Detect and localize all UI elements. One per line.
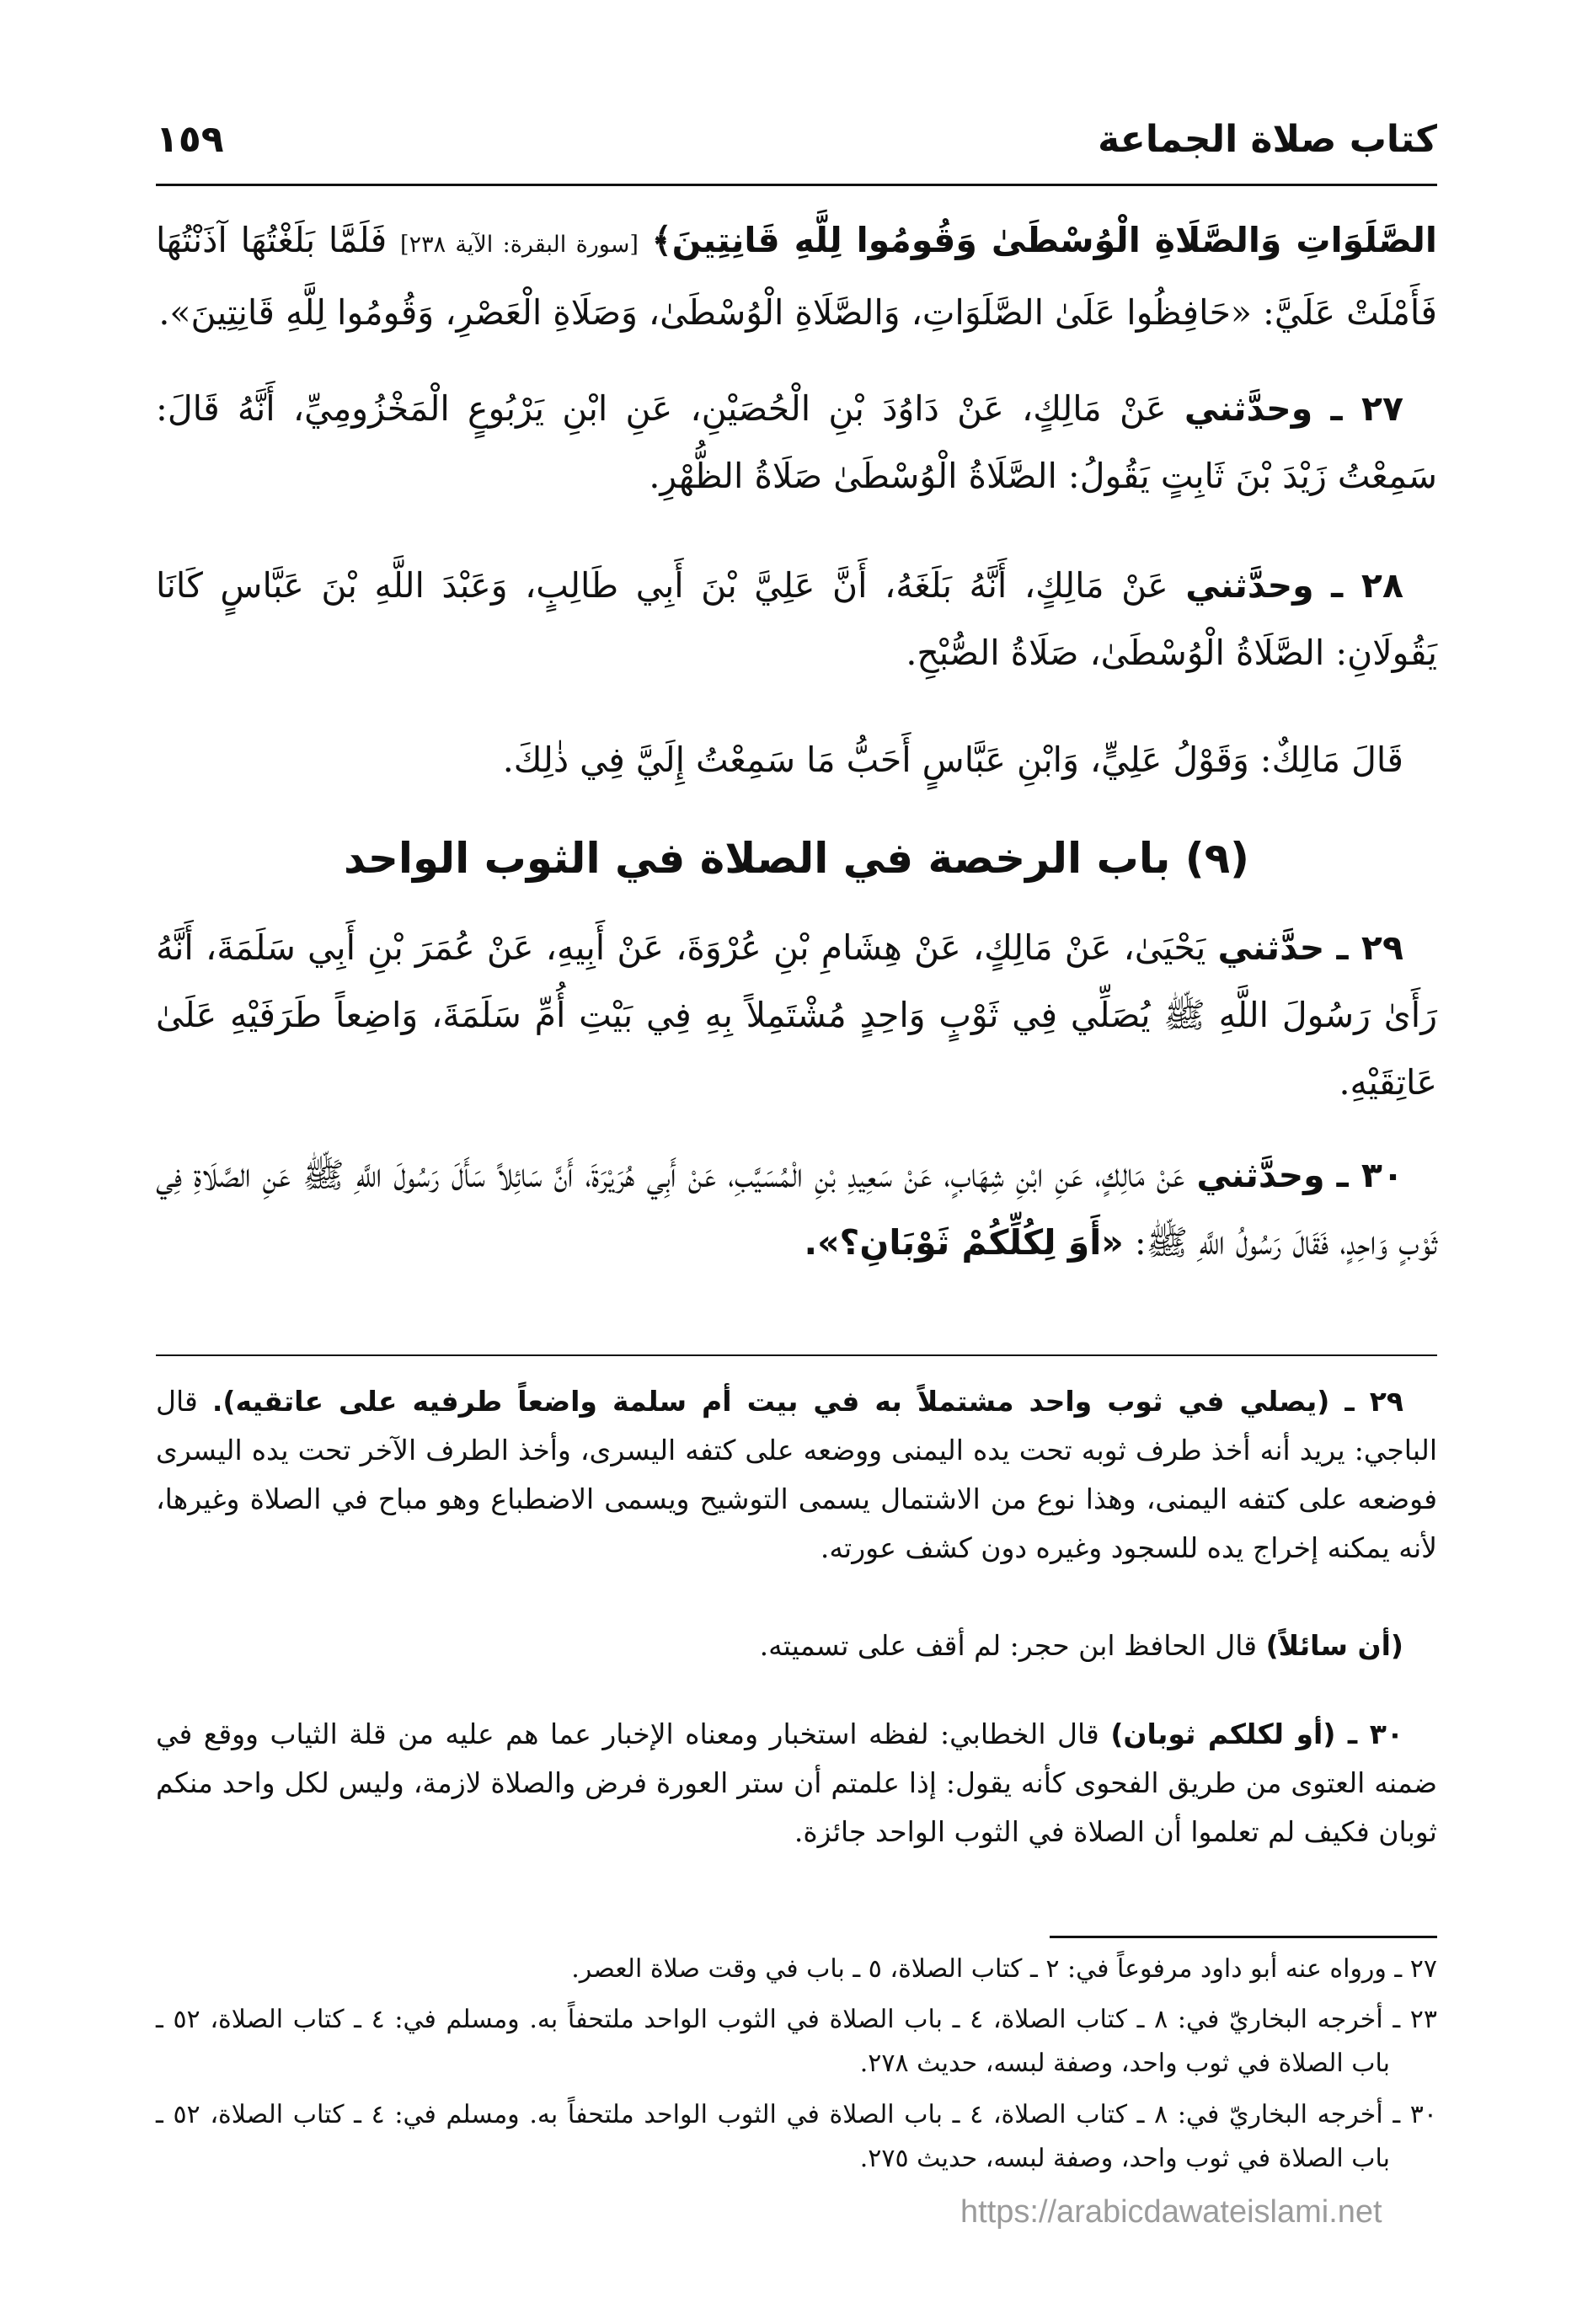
hadith-text: عَنْ مَالِكٍ، عَنِ ابْنِ شِهَابٍ، عَنْ سَعِيدِ بْنِ الْمُسَيَّبِ، عَنْ أَبِي هُرَيْرَةَ، أَنَّ سَائِلاً سَأَلَ رَسُولَ اللَّهِ ﷺ عَنِ الصَّلَاةِ فِي ثَوْبٍ وَاحِدٍ، فَقَالَ رَسُولُ اللَّهِ ﷺ: xyxy=(156,1155,1437,1263)
hadith-number: ٢٨ ـ xyxy=(1331,565,1403,606)
header-rule xyxy=(156,184,1437,186)
hadith-30 xyxy=(156,1141,1437,1276)
hadith-lead: حدَّثني xyxy=(1217,927,1325,968)
commentary-text: قال الحافظ ابن حجر: لم أقف على تسميته. xyxy=(759,1629,1258,1662)
commentary-text: قال الخطابي: لفظه استخبار ومعناه الإخبار عما هم عليه من قلة الثياب ووقع في ضمنه العتوى من طريق الفحوى كأنه يقول: إذا علمتم أن ستر العورة فرض والصلاة لازمة، وليس لكل واحد منكم ثوبان فكيف لم تعلموا أن الصلاة في الثوب الواحد جائزة. xyxy=(156,1718,1437,1848)
hadith-text: عَنْ مَالِكٍ، عَنْ دَاوُدَ بْنِ الْحُصَيْنِ، عَنِ ابْنِ يَرْبُوعٍ الْمَخْزُومِيِّ، أَنَّهُ قَالَ: سَمِعْتُ زَيْدَ بْنَ ثَابِتٍ يَقُولُ: الصَّلَاةُ الْوُسْطَىٰ صَلَاةُ الظُّهْرِ. xyxy=(156,388,1437,496)
page-header xyxy=(156,118,1437,177)
hadith-number: ٣٠ ـ xyxy=(1336,1155,1403,1195)
intro-paragraph xyxy=(156,206,1437,346)
hadith-28 xyxy=(156,552,1437,687)
footnote-27: ٢٧ ـ ورواه عنه أبو داود مرفوعاً في: ٢ ـ كتاب الصلاة، ٥ ـ باب في وقت صلاة العصر. xyxy=(571,1954,1437,1984)
commentary-29b xyxy=(156,1621,1437,1670)
commentary-rule xyxy=(156,1354,1437,1356)
hadith-text: يَحْيَىٰ، عَنْ مَالِكٍ، عَنْ هِشَامِ بْنِ عُرْوَةَ، عَنْ أَبِيهِ، عَنْ عُمَرَ بْنِ أَبِي سَلَمَةَ، أَنَّهُ رَأَىٰ رَسُولَ اللَّهِ ﷺ يُصَلِّي فِي ثَوْبٍ وَاحِدٍ مُشْتَمِلاً بِهِ فِي بَيْتِ أُمِّ سَلَمَةَ، وَاضِعاً طَرَفَيْهِ عَلَىٰ عَاتِقَيْهِ. xyxy=(156,927,1437,1103)
hadith-lead: وحدَّثني xyxy=(1185,565,1314,606)
hadith-lead: وحدَّثني xyxy=(1196,1155,1325,1195)
verse-reference: [سورة البقرة: الآية ٢٣٨] xyxy=(400,232,639,258)
quran-verse: الصَّلَوَاتِ وَالصَّلَاةِ الْوُسْطَىٰ وَقُومُوا لِلَّهِ قَانِتِينَ﴾ xyxy=(651,220,1437,260)
commentary-heading: ٢٩ ـ (يصلي في ثوب واحد مشتملاً به في بيت أم سلمة واضعاً طرفيه على عاتقيه). xyxy=(211,1385,1403,1418)
hadith-number: ٢٧ ـ xyxy=(1330,388,1403,429)
running-title: كتاب صلاة الجماعة xyxy=(1098,118,1437,161)
hadith-number: ٢٩ ـ xyxy=(1336,927,1403,968)
hadith-27 xyxy=(156,375,1437,510)
commentary-29 xyxy=(156,1377,1437,1573)
malik-quote: قَالَ مَالِكٌ: وَقَوْلُ عَلِيٍّ، وَابْنِ عَبَّاسٍ أَحَبُّ مَا سَمِعْتُ إِلَيَّ فِي ذٰلِكَ. xyxy=(502,740,1403,780)
commentary-text: قال الباجي: يريد أنه أخذ طرف ثوبه تحت يده اليمنى ووضعه على كتفه اليسرى، وأخذ الطرف الآخر تحت يده اليسرى فوضعه على كتفه اليمنى، وهذا نوع من الاشتمال يسمى التوشيح ويسمى الاضطباع وهو مباح في الصلاة وغيرها، لأنه يمكنه إخراج يده للسجود وغيره دون كشف عورته. xyxy=(156,1385,1437,1564)
page-number: ١٥٩ xyxy=(156,118,224,161)
prophet-quote: «أَوَ لِكُلِّكُمْ ثَوْبَانِ؟». xyxy=(804,1222,1124,1263)
footnote-30: ٣٠ ـ أخرجه البخاريّ في: ٨ ـ كتاب الصلاة، ٤ ـ باب الصلاة في الثوب الواحد ملتحفاً به. ومسلم في: ٤ ـ كتاب الصلاة، ٥٢ ـ باب الصلاة في ثوب واحد، وصفة لبسه، حديث ٢٧٥. xyxy=(156,2100,1437,2173)
intro-text: فَلَمَّا بَلَغْتُهَا آذَنْتُهَا فَأَمْلَتْ عَلَيَّ: «حَافِظُوا عَلَىٰ الصَّلَوَاتِ، وَالصَّلَاةِ الْوُسْطَىٰ، وَصَلَاةِ الْعَصْرِ، وَقُومُوا لِلَّهِ قَانِتِينَ». xyxy=(156,220,1437,333)
footnote-29: ٢٣ ـ أخرجه البخاريّ في: ٨ ـ كتاب الصلاة، ٤ ـ باب الصلاة في الثوب الواحد ملتحفاً به. ومسلم في: ٤ ـ كتاب الصلاة، ٥٢ ـ باب الصلاة في ثوب واحد، وصفة لبسه، حديث ٢٧٨. xyxy=(156,2005,1437,2078)
commentary-heading: ٣٠ ـ (أو لكلكم ثوبان) xyxy=(1110,1718,1404,1750)
chapter-title: (٩) باب الرخصة في الصلاة في الثوب الواحد xyxy=(343,834,1250,883)
footnote-rule xyxy=(1050,1936,1437,1938)
watermark-url: https://arabicdawateislami.net xyxy=(960,2194,1382,2230)
hadith-29 xyxy=(156,914,1437,1116)
commentary-heading: (أن سائلاً) xyxy=(1265,1629,1403,1662)
commentary-30 xyxy=(156,1710,1437,1857)
hadith-lead: وحدَّثني xyxy=(1184,388,1313,429)
hadith-text: عَنْ مَالِكٍ، أَنَّهُ بَلَغَهُ، أَنَّ عَلِيَّ بْنَ أَبِي طَالِبٍ، وَعَبْدَ اللَّهِ بْنَ عَبَّاسٍ كَانَا يَقُولَانِ: الصَّلَاةُ الْوُسْطَىٰ، صَلَاةُ الصُّبْحِ. xyxy=(156,565,1437,673)
